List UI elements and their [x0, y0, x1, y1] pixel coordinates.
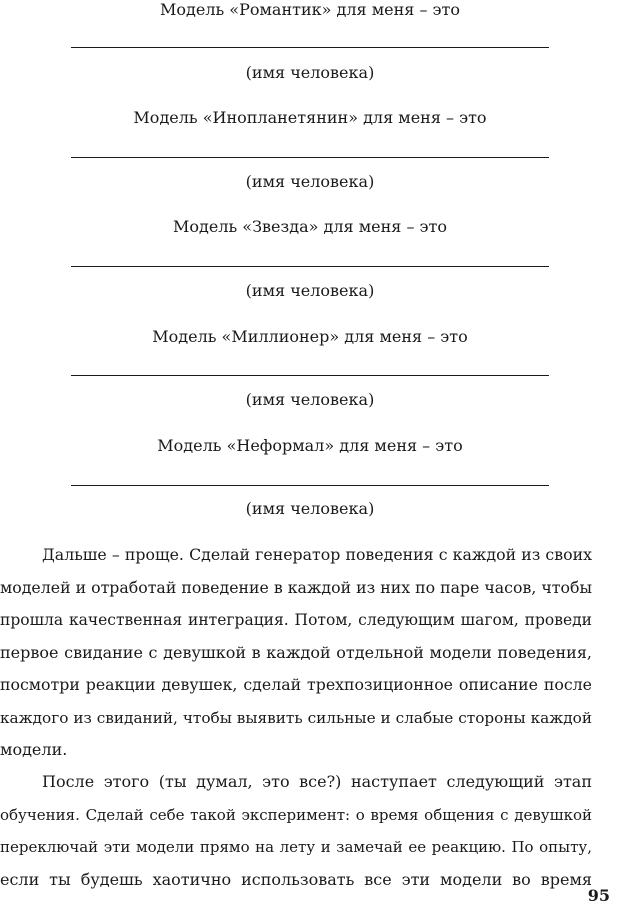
paragraph-line: если ты будешь хаотично использовать все эти модели во время [0, 869, 592, 889]
paragraph-line: модели. [0, 740, 68, 759]
page-number: 95 [587, 886, 610, 905]
name-blank-line [71, 47, 549, 48]
paragraph-line: посмотри реакции девушек, сделай трехпозиционное описание после [0, 675, 592, 694]
paragraph-line: переключай эти модели прямо на лету и замечай ее реакцию. По опыту, [0, 838, 592, 856]
name-caption: (имя человека) [245, 172, 375, 191]
model-informal-title: Модель «Неформал» для меня – это [157, 436, 463, 455]
paragraph-line: обучения. Сделай себе такой эксперимент: о время общения с девушкой [0, 805, 592, 824]
paragraph-line: моделей и отработай поведение в каждой из них по паре часов, чтобы [0, 577, 592, 597]
name-caption: (имя человека) [245, 390, 375, 409]
name-blank-line [71, 485, 549, 486]
paragraph-line: каждого из свиданий, чтобы выявить сильные и слабые стороны каждой [0, 708, 592, 727]
name-caption: (имя человека) [245, 63, 375, 82]
model-alien-title: Модель «Инопланетянин» для меня – это [133, 108, 487, 127]
name-caption: (имя человека) [245, 281, 375, 300]
paragraph-line: прошла качественная интеграция. Потом, следующим шагом, проведи [0, 611, 592, 629]
name-caption: (имя человека) [245, 499, 375, 518]
paragraph-line: первое свидание с девушкой в каждой отдельной модели поведения, [0, 642, 592, 662]
paragraph-line: Дальше – проще. Сделай генератор поведения с каждой из своих [42, 545, 592, 564]
body-paragraph [0, 539, 592, 767]
model-star-title: Модель «Звезда» для меня – это [172, 217, 447, 236]
name-blank-line [71, 157, 549, 158]
name-blank-line [71, 266, 549, 267]
name-blank-line [71, 375, 549, 376]
model-millionaire-title: Модель «Миллионер» для меня – это [152, 327, 468, 346]
paragraph-line: После этого (ты думал, это все?) наступает следующий этап [42, 772, 592, 791]
model-romantic-title: Модель «Романтик» для меня – это [159, 0, 460, 19]
body-paragraph [0, 766, 592, 896]
